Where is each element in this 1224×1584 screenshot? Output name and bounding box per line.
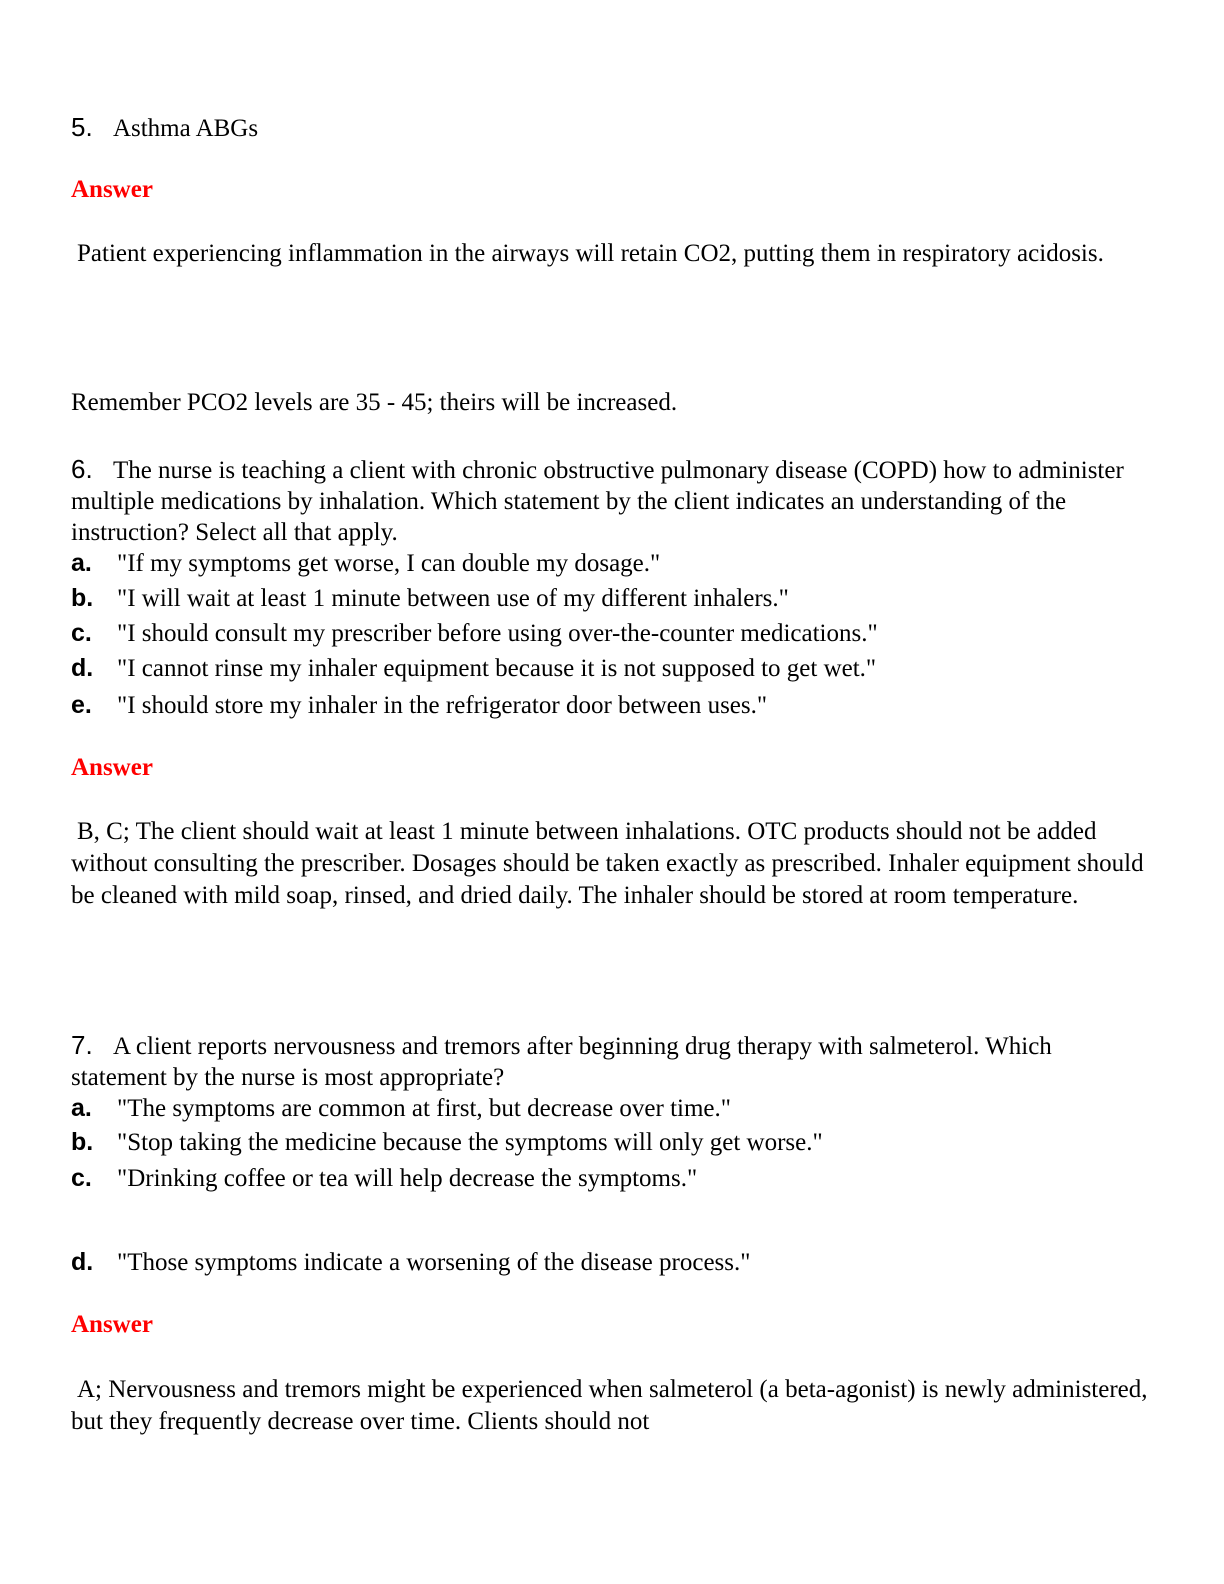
option-b <box>71 583 789 614</box>
option-text: "I should store my inhaler in the refrigerator door between uses." <box>117 692 768 719</box>
question-text: The nurse is teaching a client with chronic obstructive pulmonary disease (COPD) how to administer multiple medications by inhalation. Which statement by the client indicates an understanding of the instruction? Select all that apply. <box>71 457 1124 546</box>
option-letter: a. <box>71 1094 92 1122</box>
option-letter: c. <box>71 619 92 647</box>
option-text: "The symptoms are common at first, but decrease over time." <box>117 1095 731 1122</box>
answer-text: B, C; The client should wait at least 1 minute between inhalations. OTC products should not be added without consulting the prescriber. Dosages should be taken exactly as prescribed. Inhaler equipment should be cleaned with mild soap, rinsed, and dried daily. The inhaler should be stored at room temperature. <box>71 818 1144 909</box>
option-letter: b. <box>71 584 94 612</box>
question-text: A client reports nervousness and tremors after beginning drug therapy with salmeterol. Which statement by the nurse is most appropriate? <box>71 1033 1052 1091</box>
option-text: "Stop taking the medicine because the symptoms will only get worse." <box>117 1129 823 1156</box>
option-a <box>71 548 660 579</box>
option-text: "I cannot rinse my inhaler equipment because it is not supposed to get wet." <box>117 655 877 682</box>
option-b <box>71 1127 823 1158</box>
option-letter: a. <box>71 549 92 577</box>
option-text: "If my symptoms get worse, I can double my dosage." <box>117 550 661 577</box>
answer-label: Answer <box>71 754 153 781</box>
option-letter: e. <box>71 691 92 719</box>
option-text: "Those symptoms indicate a worsening of the disease process." <box>117 1249 751 1276</box>
question-number: 7. <box>71 1030 93 1060</box>
answer-label: Answer <box>71 1311 153 1338</box>
option-text: "Drinking coffee or tea will help decrease the symptoms." <box>117 1165 698 1192</box>
option-text: "I should consult my prescriber before using over-the-counter medications." <box>117 620 878 647</box>
option-e <box>71 690 767 721</box>
question-title: Asthma ABGs <box>112 115 259 142</box>
option-c <box>71 1163 697 1194</box>
answer-note: Remember PCO2 levels are 35 - 45; theirs will be increased. <box>71 389 678 416</box>
option-c <box>71 618 878 649</box>
option-text: "I will wait at least 1 minute between use of my different inhalers." <box>117 585 789 612</box>
question-7 <box>71 1030 1151 1093</box>
answer-text: Patient experiencing inflammation in the airways will retain CO2, putting them in respiratory acidosis. <box>77 240 1104 267</box>
question-number: 6. <box>71 454 93 484</box>
option-letter: d. <box>71 1248 94 1276</box>
option-d <box>71 1247 750 1278</box>
option-letter: c. <box>71 1164 92 1192</box>
question-6 <box>71 454 1151 548</box>
option-letter: d. <box>71 654 94 682</box>
answer-text: A; Nervousness and tremors might be experienced when salmeterol (a beta-agonist) is newly administered, but they frequently decrease over time. Clients should not <box>71 1376 1148 1435</box>
answer-label: Answer <box>71 176 153 203</box>
question-number: 5. <box>71 112 93 142</box>
option-d <box>71 653 876 684</box>
question-5-heading <box>71 112 258 144</box>
option-letter: b. <box>71 1128 94 1156</box>
option-a <box>71 1093 731 1124</box>
